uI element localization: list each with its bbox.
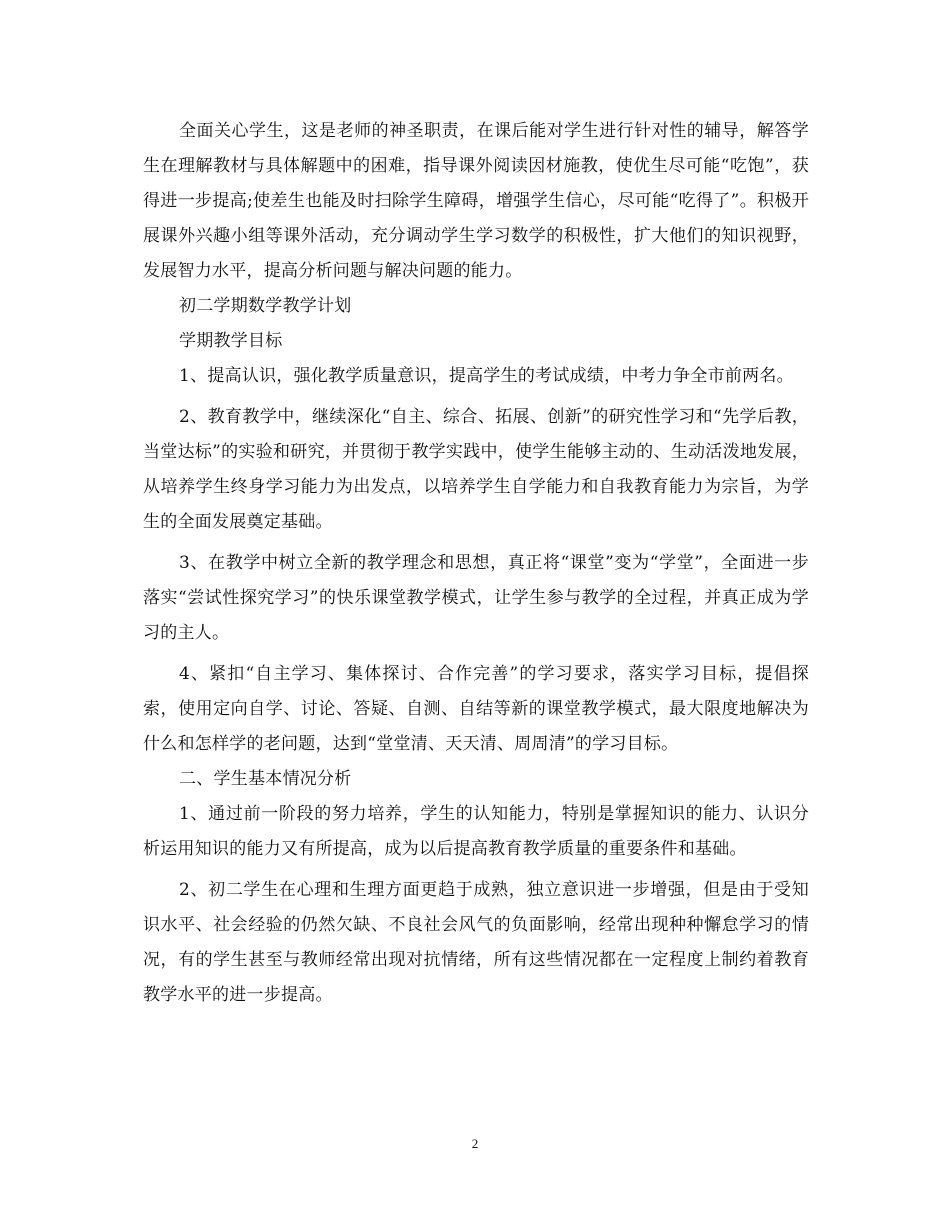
analysis-item-1: 1、通过前一阶段的努力培养，学生的认知能力，特别是掌握知识的能力、认识分析运用知识的能力又有所提高，成为以后提高教育教学质量的重要条件和基础。 (143, 804, 809, 859)
goal-item-2: 2、教育教学中，继续深化“自主、综合、拓展、创新”的研究性学习和“先学后教，当堂达标”的实验和研究，并贯彻于教学实践中，使学生能够主动的、生动活泼地发展，从培养学生终身学习能力为出发点，以培养学生自学能力和自我教育能力为宗旨，为学生的全面发展奠定基础。 (143, 407, 809, 532)
goal-item-1: 1、提高认识，强化教学质量意识，提高学生的考试成绩，中考力争全市前两名。 (179, 366, 794, 386)
paragraph-care-for-students: 全面关心学生，这是老师的神圣职责，在课后能对学生进行针对性的辅导，解答学生在理解教材与具体解题中的困难，指导课外阅读因材施教，使优生尽可能“吃饱”，获得进一步提高;使差生也能及时扫除学生障碍，增强学生信心，尽可能“吃得了”。积极开展课外兴趣小组等课外活动，充分调动学生学习数学的积极性，扩大他们的知识视野，发展智力水平，提高分析问题与解决问题的能力。 (143, 121, 809, 281)
document-body (143, 114, 809, 1013)
heading-student-analysis: 二、学生基本情况分析 (179, 769, 352, 789)
page-number: 2 (471, 1136, 479, 1151)
heading-math-teaching-plan: 初二学期数学教学计划 (179, 296, 352, 316)
goal-item-3: 3、在教学中树立全新的教学理念和思想，真正将“课堂”变为“学堂”，全面进一步落实“尝试性探究学习”的快乐课堂教学模式，让学生参与教学的全过程，并真正成为学习的主人。 (143, 553, 809, 643)
heading-semester-goals: 学期教学目标 (179, 331, 283, 351)
analysis-item-2: 2、初二学生在心理和生理方面更趋于成熟，独立意识进一步增强，但是由于受知识水平、社会经验的仍然欠缺、不良社会风气的负面影响，经常出现种种懈怠学习的情况，有的学生甚至与教师经常出现对抗情绪，所有这些情况都在一定程度上制约着教育教学水平的进一步提高。 (143, 880, 809, 1005)
goal-item-4: 4、紧扣“自主学习、集体探讨、合作完善”的学习要求，落实学习目标，提倡探索，使用定向自学、讨论、答疑、自测、自结等新的课堂教学模式，最大限度地解决为什么和怎样学的老问题，达到“堂堂清、天天清、周周清”的学习目标。 (143, 664, 809, 754)
